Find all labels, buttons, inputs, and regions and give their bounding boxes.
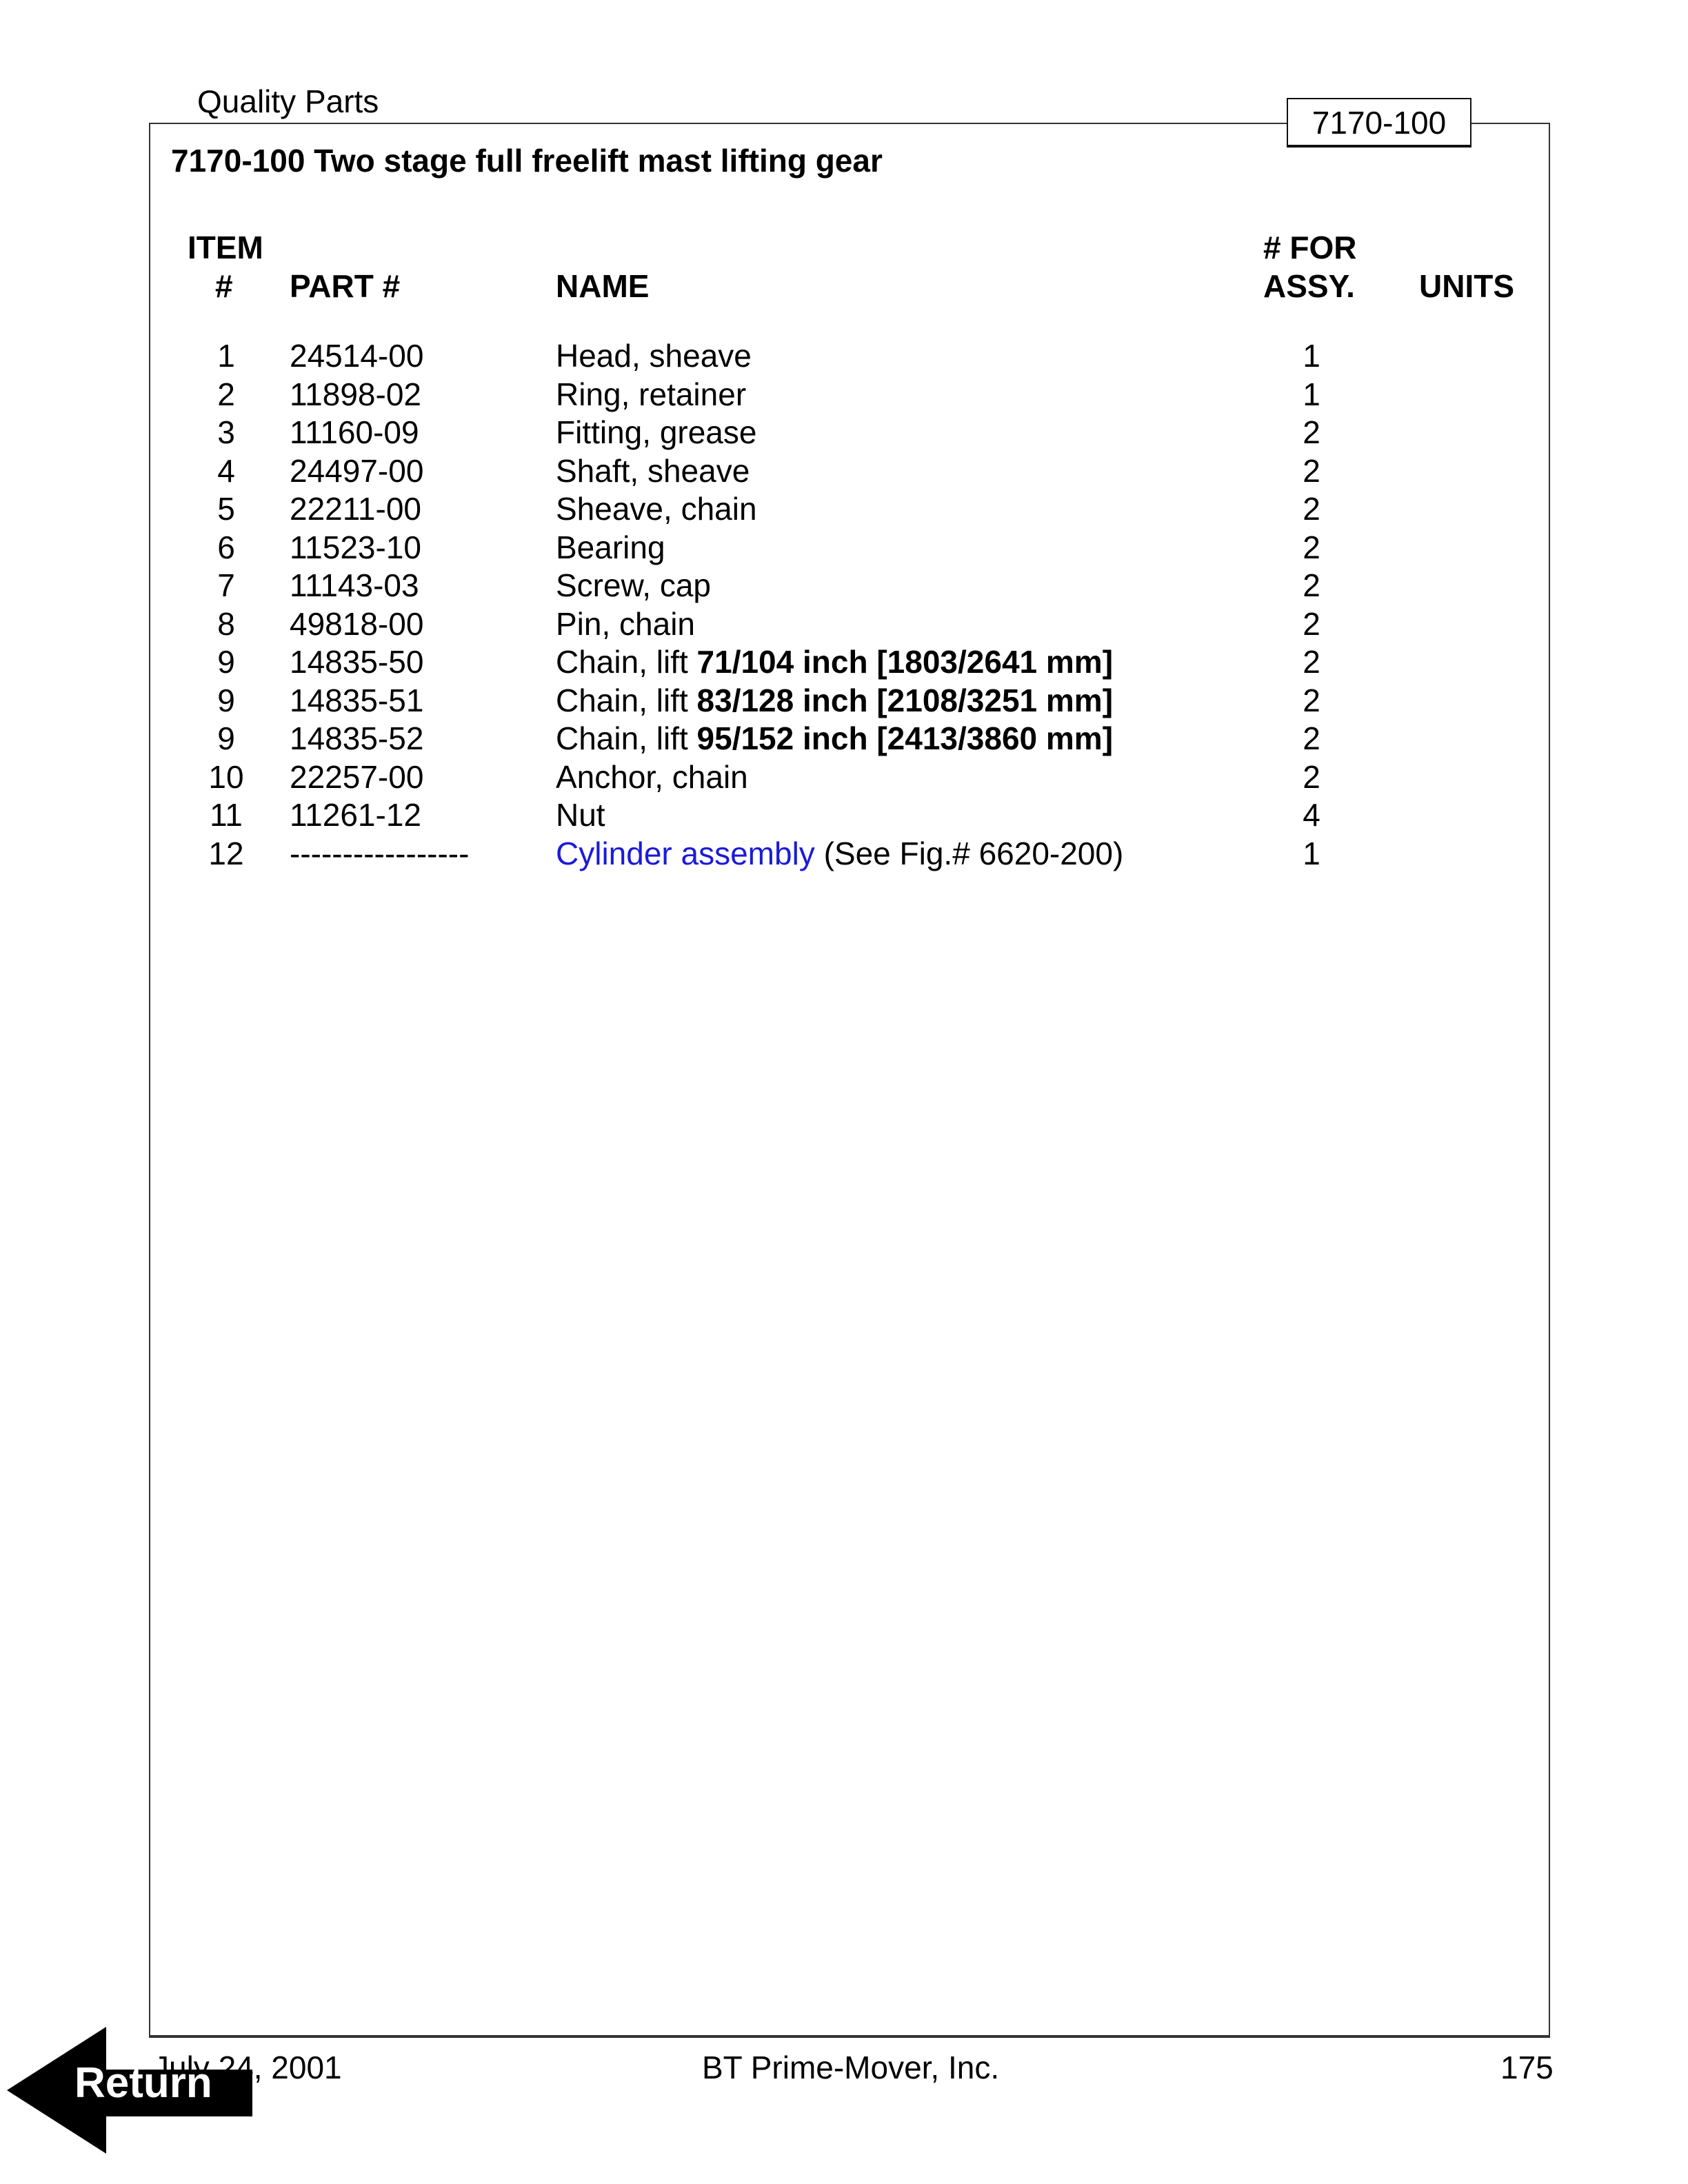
qty: 4	[1303, 797, 1320, 833]
cylinder-assembly-link[interactable]: Cylinder assembly	[556, 836, 815, 871]
table-row	[0, 834, 1688, 873]
part-number: -----------------	[290, 836, 470, 871]
col-item-line1: ITEM	[188, 230, 263, 265]
part-name: Fitting, grease	[556, 414, 757, 450]
item-number: 3	[217, 414, 235, 450]
page-title: 7170-100 Two stage full freelift mast lifting gear	[171, 143, 883, 179]
col-qty-line1: # FOR	[1263, 230, 1357, 265]
part-name-cell	[556, 452, 750, 490]
part-name: Nut	[556, 797, 605, 833]
item-number: 1	[217, 338, 235, 374]
qty: 2	[1303, 491, 1320, 527]
page-number: 175	[1500, 2050, 1554, 2085]
part-number: 14835-52	[290, 720, 424, 756]
part-number: 22211-00	[290, 491, 421, 527]
table-row	[0, 643, 1688, 681]
part-number: 22257-00	[290, 758, 424, 795]
part-name-cell	[556, 681, 1113, 720]
see-figure-note: (See Fig.# 6620-200)	[814, 836, 1124, 871]
part-name-cell	[556, 643, 1113, 681]
col-name: NAME	[556, 268, 650, 304]
part-number: 49818-00	[290, 605, 424, 642]
part-name: Sheave, chain	[556, 491, 757, 527]
part-number: 24497-00	[290, 452, 424, 489]
brand-label: Quality Parts	[197, 83, 379, 119]
table-row	[0, 758, 1688, 796]
part-name: Pin, chain	[556, 605, 696, 642]
part-name: Chain, lift	[556, 644, 697, 680]
part-name-cell	[556, 605, 695, 643]
footer-company: BT Prime-Mover, Inc.	[702, 2050, 1000, 2085]
item-number: 11	[210, 797, 243, 833]
table-row	[0, 566, 1688, 605]
table-row	[0, 489, 1688, 528]
item-number: 8	[217, 605, 235, 642]
chain-length: 71/104 inch [1803/2641 mm]	[696, 644, 1114, 680]
qty: 2	[1303, 452, 1320, 489]
part-number: 11898-02	[290, 376, 421, 412]
qty: 1	[1303, 338, 1320, 374]
part-number: 11160-09	[290, 414, 419, 450]
col-item-line2: #	[215, 268, 233, 304]
part-name: Head, sheave	[556, 338, 752, 374]
part-name-cell	[556, 375, 746, 414]
col-qty-line2: ASSY.	[1263, 268, 1355, 304]
item-number: 12	[208, 836, 244, 871]
part-number: 14835-50	[290, 644, 424, 680]
table-row	[0, 336, 1688, 375]
table-row	[0, 719, 1688, 758]
col-part: PART #	[290, 268, 401, 304]
qty: 2	[1303, 758, 1320, 795]
return-label: Return	[74, 2059, 212, 2107]
qty: 1	[1303, 836, 1320, 871]
part-name-cell	[556, 719, 1113, 758]
table-row	[0, 452, 1688, 490]
item-number: 10	[208, 758, 244, 795]
part-name: Chain, lift	[556, 682, 697, 718]
item-number: 5	[217, 491, 235, 527]
part-name-cell	[556, 758, 748, 796]
col-units: UNITS	[1419, 268, 1514, 304]
qty: 1	[1303, 376, 1320, 412]
part-name: Chain, lift	[556, 720, 697, 756]
footer-date: July 24, 2001	[153, 2050, 342, 2085]
item-number: 9	[217, 682, 235, 718]
item-number: 4	[217, 452, 235, 489]
item-number: 9	[217, 644, 235, 680]
part-name: Bearing	[556, 529, 665, 565]
return-button[interactable]	[7, 2027, 252, 2154]
figure-number-box: 7170-100	[1287, 98, 1471, 148]
part-name-cell	[556, 413, 756, 452]
chain-length: 83/128 inch [2108/3251 mm]	[696, 682, 1114, 718]
item-number: 7	[217, 567, 235, 603]
part-number: 11143-03	[290, 567, 419, 603]
qty: 2	[1303, 414, 1320, 450]
part-number: 14835-51	[290, 682, 424, 718]
chain-length: 95/152 inch [2413/3860 mm]	[696, 720, 1114, 756]
table-row	[0, 796, 1688, 834]
item-number: 2	[217, 376, 235, 412]
table-row	[0, 681, 1688, 720]
part-name: Ring, retainer	[556, 376, 747, 412]
table-row	[0, 413, 1688, 452]
qty: 2	[1303, 682, 1320, 718]
part-number: 11523-10	[290, 529, 421, 565]
qty: 2	[1303, 644, 1320, 680]
qty: 2	[1303, 529, 1320, 565]
item-number: 6	[217, 529, 235, 565]
qty: 2	[1303, 605, 1320, 642]
item-number: 9	[217, 720, 235, 756]
part-name-cell	[556, 566, 711, 605]
part-name-cell	[556, 528, 665, 567]
part-number: 24514-00	[290, 338, 424, 374]
part-name: Screw, cap	[556, 567, 711, 603]
part-number: 11261-12	[290, 797, 421, 833]
table-row	[0, 528, 1688, 567]
part-name-cell	[556, 796, 605, 834]
part-name-cell	[556, 336, 752, 375]
qty: 2	[1303, 567, 1320, 603]
table-row	[0, 605, 1688, 643]
table-row	[0, 375, 1688, 414]
qty: 2	[1303, 720, 1320, 756]
part-name: Anchor, chain	[556, 758, 748, 795]
part-name: Shaft, sheave	[556, 452, 750, 489]
part-name-cell	[556, 489, 757, 528]
